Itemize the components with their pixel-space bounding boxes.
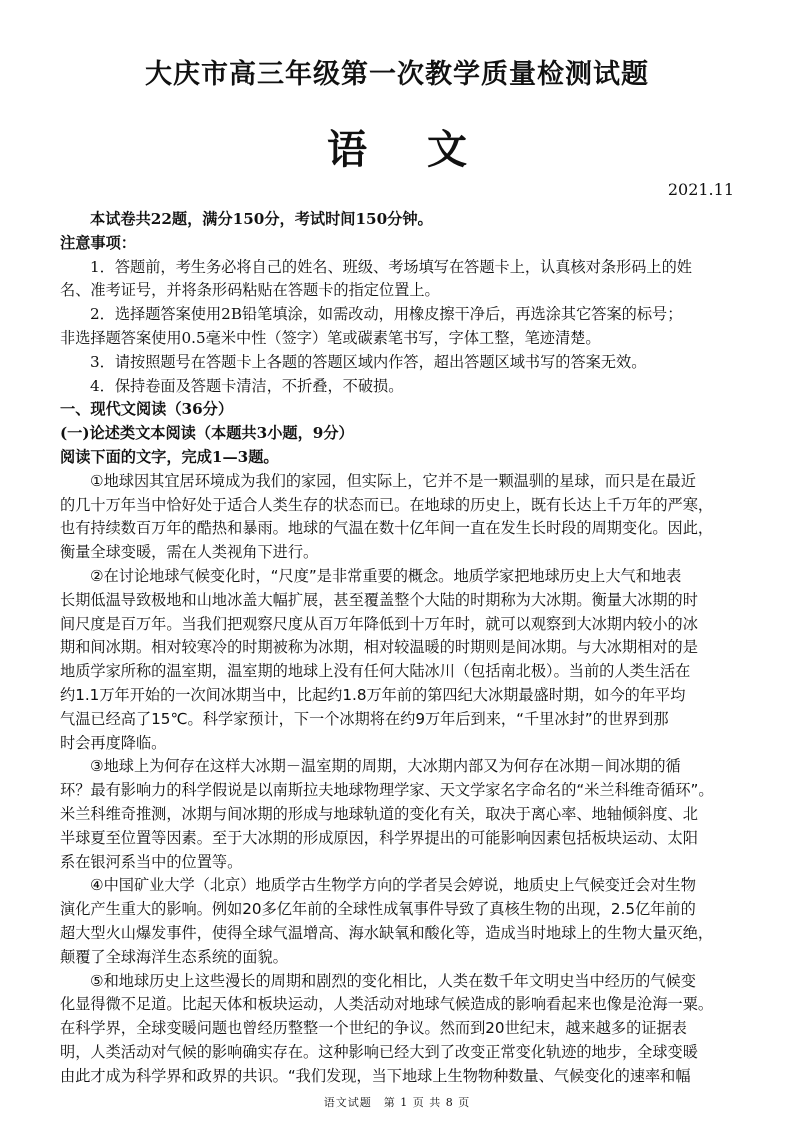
section-heading: 一、现代文阅读（36分） bbox=[60, 400, 234, 419]
notice-item-1b: 名、准考证号，并将条形码粘贴在答题卡的指定位置上。 bbox=[60, 281, 440, 300]
passage-line: ④中国矿业大学（北京）地质学古生物学方向的学者吴会婷说，地质史上气候变迁会对生物 bbox=[90, 876, 696, 895]
passage-line: 由此才成为科学界和政界的共识。“我们发现，当下地球上生物物种数量、气候变化的速率和幅 bbox=[60, 1066, 691, 1085]
exam-title: 大庆市高三年级第一次教学质量检测试题 bbox=[145, 59, 649, 90]
passage-line: 时会再度降临。 bbox=[60, 733, 167, 752]
notice-title: 注意事项： bbox=[60, 233, 136, 252]
notice-item-2a: 2．选择题答案使用2B铅笔填涂，如需改动，用橡皮擦干净后，再选涂其它答案的标号； bbox=[90, 305, 683, 324]
notice-item-2b: 非选择题答案使用0.5毫米中性（签字）笔或碳素笔书写，字体工整，笔迹清楚。 bbox=[60, 328, 601, 347]
exam-summary: 本试卷共22题，满分150分，考试时间150分钟。 bbox=[90, 210, 433, 228]
passage-line: 也有持续数百万年的酷热和暴雨。地球的气温在数十亿年间一直在发生长时段的周期变化。因此， bbox=[60, 519, 714, 538]
passage-line: 间尺度是百万年。当我们把观察尺度从百万年降低到十万年时，就可以观察到大冰期内较小的冰 bbox=[60, 614, 698, 633]
notice-item-3: 3．请按照题号在答题卡上各题的答题区域内作答，超出答题区域书写的答案无效。 bbox=[90, 352, 647, 371]
passage-line: 的几十万年当中恰好处于适合人类生存的状态而已。在地球的历史上，既有长达上千万年的严寒， bbox=[60, 495, 714, 514]
passage-line: 气温已经高了15℃。科学家预计，下一个冰期将在约9万年后到来，“千里冰封”的世界到那 bbox=[60, 709, 669, 728]
passage-line: 半球夏至位置等因素。至于大冰期的形成原因，科学界提出的可能影响因素包括板块运动、太阳 bbox=[60, 828, 698, 847]
passage-line: 约1.1万年开始的一次间冰期当中，比起约1.8万年前的第四纪大冰期最盛时期，如今的年平均 bbox=[60, 685, 686, 704]
notice-item-1a: 1．答题前，考生务必将自己的姓名、班级、考场填写在答题卡上，认真核对条形码上的姓 bbox=[90, 257, 692, 276]
passage-line: 化显得微不足道。比起天体和板块运动，人类活动对地球气候造成的影响看起来也像是沧海一粟。 bbox=[60, 995, 714, 1014]
passage-line: 明，人类活动对气候的影响确实存在。这种影响已经大到了改变正常变化轨迹的地步，全球变暖 bbox=[60, 1042, 698, 1061]
reading-prompt: 阅读下面的文字，完成1—3题。 bbox=[60, 447, 279, 466]
passage-line: 在科学界，全球变暖问题也曾经历整整一个世纪的争议。然而到20世纪末，越来越多的证据表 bbox=[60, 1019, 687, 1038]
notice-item-4: 4．保持卷面及答题卡清洁，不折叠，不破损。 bbox=[90, 376, 404, 395]
passage-line: 演化产生重大的影响。例如20多亿年前的全球性成氧事件导致了真核生物的出现，2.5亿年前的 bbox=[60, 900, 696, 919]
passage-line: 系在银河系当中的位置等。 bbox=[60, 852, 243, 871]
passage-line: 地质学家所称的温室期，温室期的地球上没有任何大陆冰川（包括南北极）。当前的人类生活在 bbox=[60, 662, 691, 681]
passage-line: ①地球因其宜居环境成为我们的家园，但实际上，它并不是一颗温驯的星球，而只是在最近 bbox=[90, 471, 696, 490]
subject-heading: 语文 bbox=[327, 126, 527, 173]
passage-line: 长期低温导致极地和山地冰盖大幅扩展，甚至覆盖整个大陆的时期称为大冰期。衡量大冰期的时 bbox=[60, 590, 698, 609]
page-body bbox=[60, 208, 744, 1088]
passage-line: ③地球上为何存在这样大冰期－温室期的周期，大冰期内部又为何存在冰期－间冰期的循 bbox=[90, 757, 681, 776]
passage-line: ⑤和地球历史上这些漫长的周期和剧烈的变化相比，人类在数千年文明史当中经历的气候变 bbox=[90, 971, 696, 990]
subsection-heading: (一)论述类文本阅读（本题共3小题，9分） bbox=[60, 424, 354, 443]
passage-line: 环？最有影响力的科学假说是以南斯拉夫地球物理学家、天文学家名字命名的“米兰科维奇循环”。 bbox=[60, 781, 714, 800]
passage-line: ②在讨论地球气候变化时，“尺度”是非常重要的概念。地质学家把地球历史上大气和地表 bbox=[90, 566, 682, 585]
passage-line: 米兰科维奇推测，冰期与间冰期的形成与地球轨道的变化有关，取决于离心率、地轴倾斜度、北 bbox=[60, 804, 698, 823]
passage bbox=[60, 470, 744, 1089]
passage-line: 超大型火山爆发事件，使得全球气温增高、海水缺氧和酸化等，造成当时地球上的生物大量灭绝， bbox=[60, 923, 714, 942]
exam-date: 2021.11 bbox=[667, 180, 734, 199]
page-footer: 语文试题 第 1 页 共 8 页 bbox=[323, 1096, 471, 1109]
passage-line: 期和间冰期。相对较寒冷的时期被称为冰期，相对较温暖的时期则是间冰期。与大冰期相对的是 bbox=[60, 638, 698, 657]
passage-line: 颠覆了全球海洋生态系统的面貌。 bbox=[60, 947, 288, 966]
passage-line: 衡量全球变暖，需在人类视角下进行。 bbox=[60, 543, 319, 562]
